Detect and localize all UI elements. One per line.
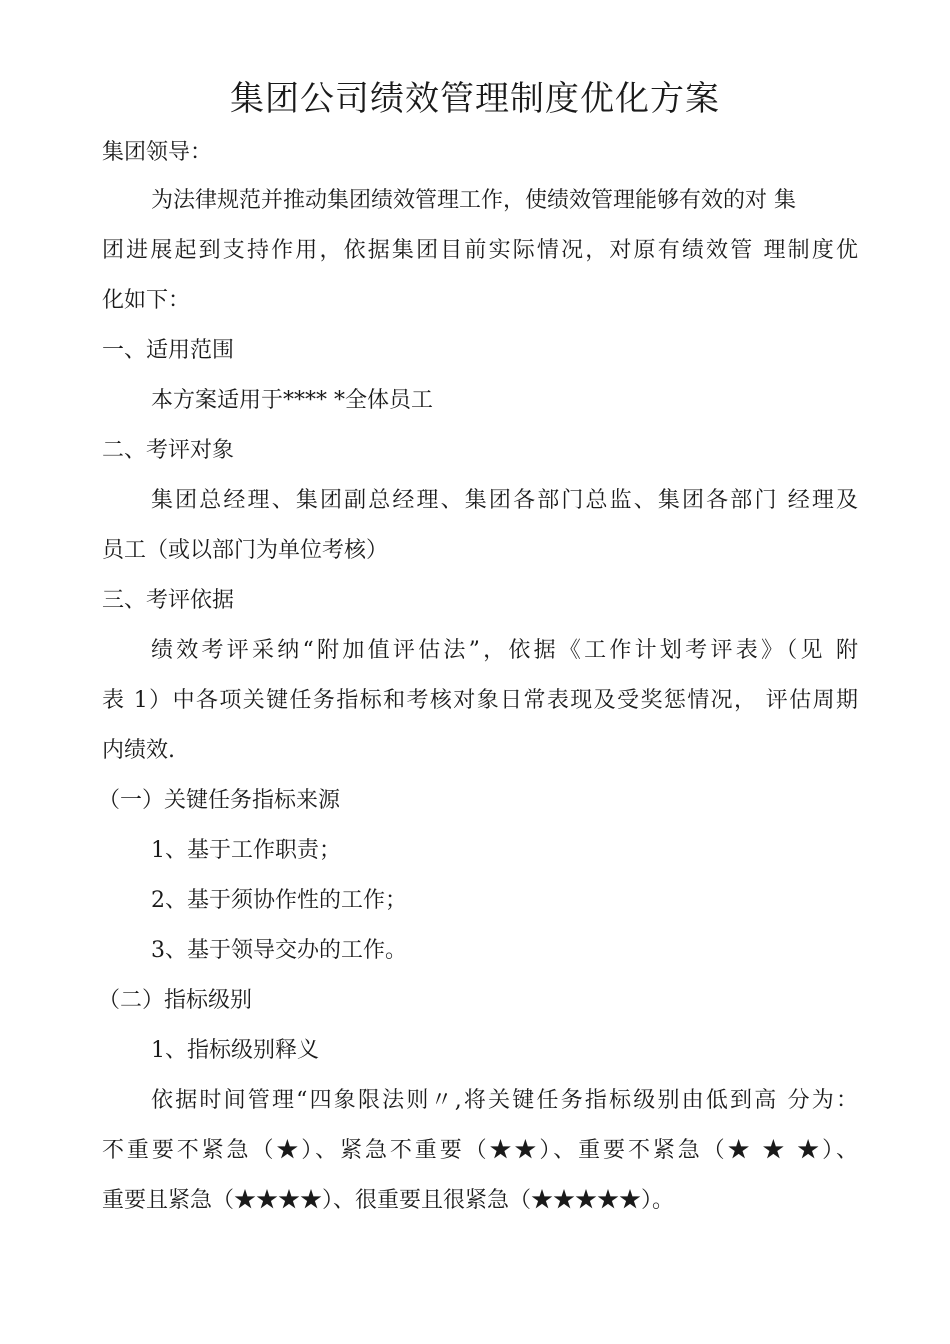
subsection-1-heading: （一）关键任务指标来源 — [98, 788, 341, 813]
section-3-heading: 三、考评依据 — [102, 588, 235, 613]
subsection-2-heading: （二）指标级别 — [98, 988, 253, 1013]
intro-line-3: 化如下： — [102, 288, 191, 313]
section-1-heading: 一、适用范围 — [102, 338, 235, 363]
section-2-heading: 二、考评对象 — [102, 438, 235, 463]
section-3-body-line-1: 绩效考评采纳“附加值评估法”，依据《工作计划考评表》（见 附 — [151, 638, 858, 663]
section-2-body-line-2: 员工（或以部门为单位考核） — [102, 538, 389, 563]
intro-line-1: 为法律规范并推动集团绩效管理工作，使绩效管理能够有效的对 集 — [151, 188, 796, 213]
subsection-2-body-line-1: 依据时间管理“四象限法则〃,将关键任务指标级别由低到高 分为： — [151, 1088, 858, 1113]
section-1-body: 本方案适用于**** *全体员工 — [151, 388, 433, 413]
section-3-body-line-2: 表 1）中各项关键任务指标和考核对象日常表现及受奖惩情况， 评估周期 — [102, 688, 858, 713]
list-item: 2、基于须协作性的工作； — [151, 888, 407, 913]
subsection-2-item-1: 1、指标级别释义 — [151, 1038, 319, 1063]
subsection-2-body-line-3: 重要且紧急（★★★★）、很重要且很紧急（★★★★★）。 — [102, 1188, 675, 1213]
subsection-2-body-line-2: 不重要不紧急（★）、紧急不重要（★★）、重要不紧急（★ ★ ★）、 — [102, 1138, 858, 1163]
list-item: 3、基于领导交办的工作。 — [151, 938, 407, 963]
intro-line-2: 团进展起到支持作用，依据集团目前实际情况，对原有绩效管 理制度优 — [102, 238, 858, 263]
section-2-body-line-1: 集团总经理、集团副总经理、集团各部门总监、集团各部门 经理及 — [151, 488, 858, 513]
list-item: 1、基于工作职责； — [151, 838, 341, 863]
salutation: 集团领导： — [102, 140, 213, 165]
document-title: 集团公司绩效管理制度优化方案 — [230, 79, 720, 119]
section-3-body-line-3: 内绩效. — [102, 738, 175, 763]
